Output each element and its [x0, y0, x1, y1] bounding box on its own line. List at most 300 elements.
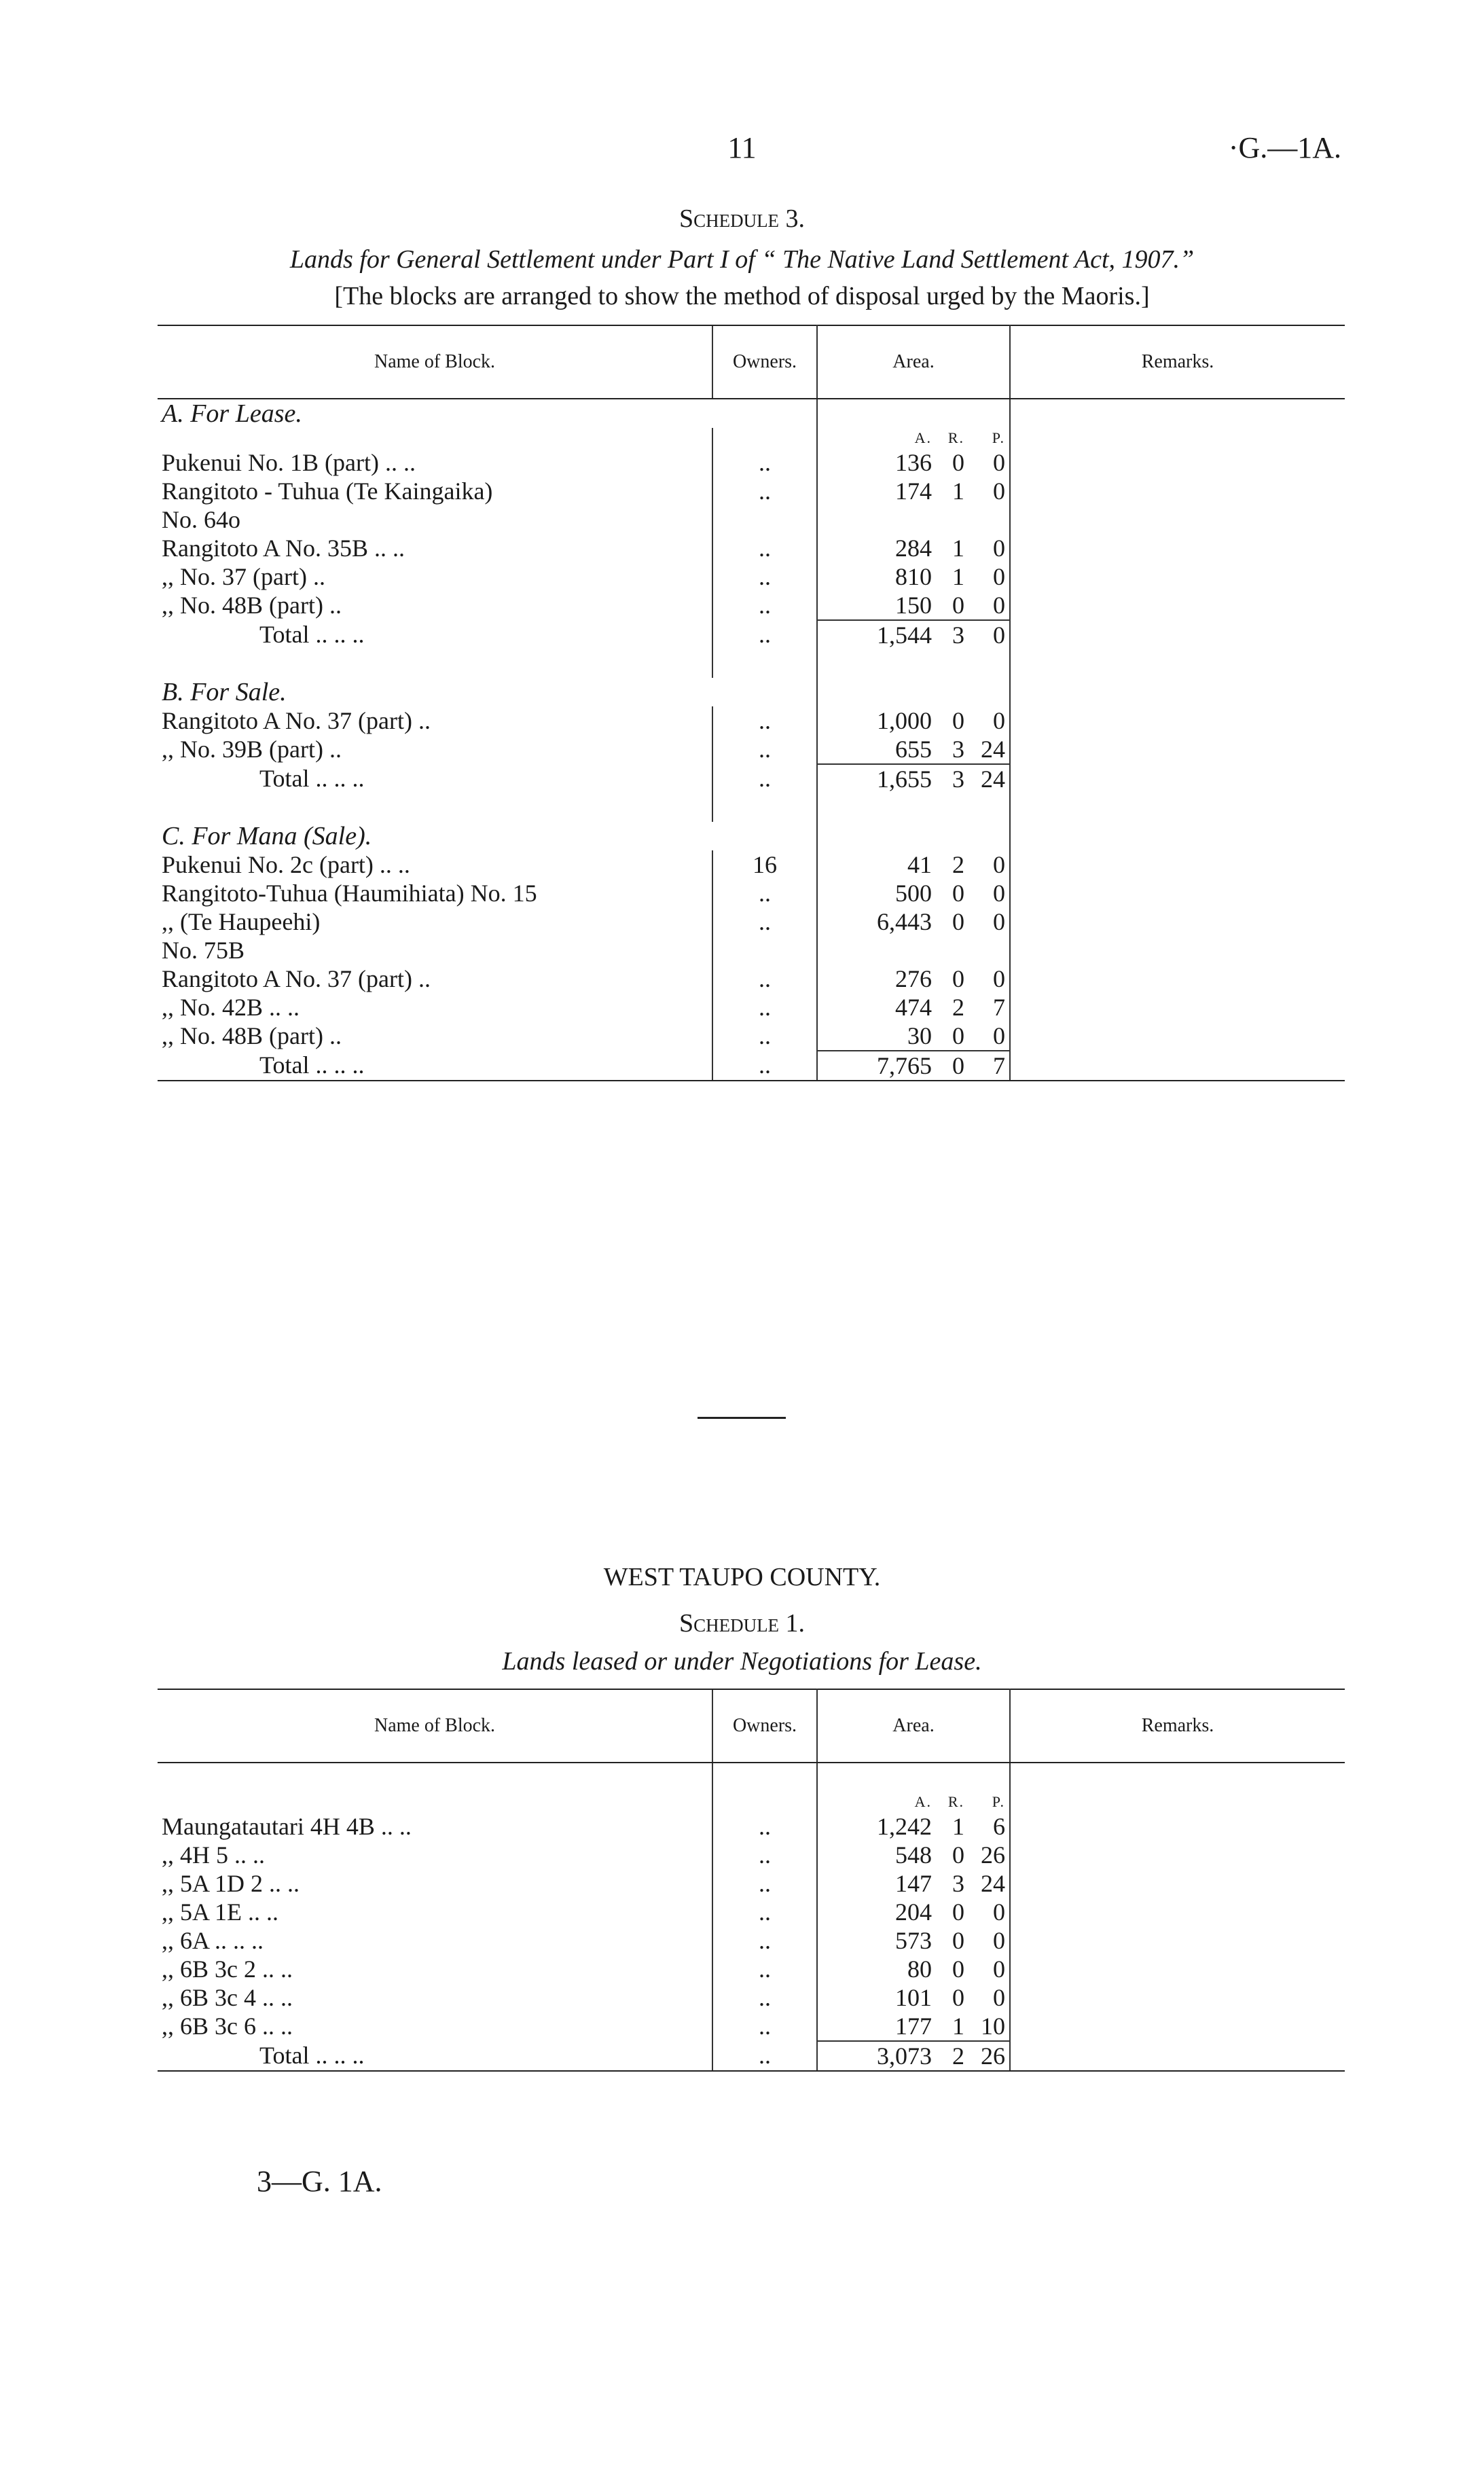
table-row	[158, 1841, 1345, 1869]
total-row	[158, 620, 1345, 649]
area-cell	[817, 477, 1010, 505]
remarks-cell	[1010, 1763, 1345, 1792]
area-acres: 548	[895, 1841, 932, 1869]
owners-cell: ..	[712, 1051, 817, 1081]
area-cell	[817, 1763, 1010, 1792]
area-cell	[817, 562, 1010, 591]
col-area-header: Area.	[817, 325, 1010, 399]
owners-cell: ..	[712, 993, 817, 1022]
block-name: No. 75B	[162, 937, 245, 964]
area-acres: 30	[907, 1022, 932, 1049]
area-perches: 7	[993, 1052, 1005, 1079]
area-value	[822, 2042, 1005, 2070]
county-title: WEST TAUPO COUNTY.	[603, 1563, 881, 1591]
area-roods: 1	[952, 477, 964, 505]
area-roods: 2	[952, 2042, 964, 2070]
block-name: No. 64o	[162, 506, 240, 533]
area-perches: 24	[981, 736, 1005, 763]
area-cell	[817, 993, 1010, 1022]
area-cell	[817, 649, 1010, 678]
table-row	[158, 1955, 1345, 1983]
area-value	[822, 964, 1005, 993]
owners-cell: ..	[712, 1926, 817, 1955]
owners-cell: 16	[712, 850, 817, 879]
block-name: Rangitoto A No. 37 (part) ..	[162, 707, 431, 734]
area-roods: 1	[952, 1813, 964, 1840]
owners-cell	[712, 1792, 817, 1812]
area-roods: 0	[952, 880, 964, 907]
name-cell	[158, 1763, 712, 1792]
area-roods: 3	[952, 765, 964, 793]
area-cell	[817, 822, 1010, 850]
block-name: ,, No. 39B (part) ..	[162, 736, 342, 763]
schedule-3-table	[158, 325, 1345, 1081]
table-row	[158, 505, 1345, 534]
area-acres: 573	[895, 1927, 932, 1954]
total-row	[158, 1051, 1345, 1081]
remarks-cell	[1010, 936, 1345, 964]
table-header-row	[158, 1689, 1345, 1763]
area-perches: 0	[993, 563, 1005, 590]
remarks-cell	[1010, 428, 1345, 448]
remarks-cell	[1010, 562, 1345, 591]
area-value	[822, 477, 1005, 505]
name-cell	[158, 1792, 712, 1812]
area-perches: 0	[993, 1984, 1005, 2011]
remarks-cell	[1010, 620, 1345, 649]
area-value	[822, 1869, 1005, 1898]
area-perches: 0	[993, 880, 1005, 907]
area-perches: 10	[981, 2013, 1005, 2040]
total-area-cell	[817, 620, 1010, 649]
remarks-cell	[1010, 649, 1345, 678]
name-cell	[158, 793, 712, 822]
section-title-row	[158, 822, 1345, 850]
spacer-row	[158, 793, 1345, 822]
owners-cell: ..	[712, 1022, 817, 1051]
area-perches: P.	[992, 429, 1005, 446]
area-roods: R.	[947, 429, 964, 446]
remarks-cell	[1010, 822, 1345, 850]
area-acres: 655	[895, 736, 932, 763]
owners-cell	[712, 1763, 817, 1792]
block-name: Rangitoto-Tuhua (Haumihiata) No. 15	[162, 880, 537, 907]
spacer-row	[158, 1763, 1345, 1792]
area-roods: 0	[952, 1898, 964, 1926]
area-value	[822, 735, 1005, 763]
area-value	[822, 591, 1005, 619]
area-acres: 276	[895, 965, 932, 992]
area-cell	[817, 964, 1010, 993]
remarks-cell	[1010, 2012, 1345, 2041]
area-value	[822, 879, 1005, 907]
col-owners-header: Owners.	[712, 325, 817, 399]
area-acres: A.	[914, 1793, 932, 1810]
table-row	[158, 850, 1345, 879]
area-perches: 7	[993, 994, 1005, 1021]
col-name-header: Name of Block.	[158, 325, 712, 399]
total-area-cell	[817, 2041, 1010, 2071]
schedule-1-table	[158, 1689, 1345, 2072]
table-row	[158, 477, 1345, 505]
owners-cell: ..	[712, 1983, 817, 2012]
remarks-cell	[1010, 850, 1345, 879]
owners-cell	[712, 936, 817, 964]
area-value	[822, 850, 1005, 879]
area-roods: 0	[952, 908, 964, 935]
owners-cell: ..	[712, 1869, 817, 1898]
owners-cell	[712, 649, 817, 678]
remarks-cell	[1010, 477, 1345, 505]
block-name: ,, 6B 3c 4 .. ..	[162, 1984, 293, 2011]
table-row	[158, 1926, 1345, 1955]
total-row	[158, 764, 1345, 793]
remarks-cell	[1010, 993, 1345, 1022]
remarks-cell	[1010, 1869, 1345, 1898]
remarks-cell	[1010, 399, 1345, 428]
remarks-cell	[1010, 505, 1345, 534]
remarks-cell	[1010, 1022, 1345, 1051]
area-acres: 147	[895, 1870, 932, 1897]
area-cell	[817, 1869, 1010, 1898]
schedule-1-body	[158, 1763, 1345, 2071]
page-number: 11	[727, 131, 757, 164]
area-cell	[817, 505, 1010, 534]
area-perches: 24	[981, 1870, 1005, 1897]
area-cell	[817, 793, 1010, 822]
area-perches: 24	[981, 765, 1005, 793]
area-acres: 177	[895, 2013, 932, 2040]
area-roods: 2	[952, 994, 964, 1021]
owners-cell: ..	[712, 764, 817, 793]
total-label: Total .. .. ..	[259, 621, 365, 648]
area-roods: 2	[952, 851, 964, 878]
area-acres: 101	[895, 1984, 932, 2011]
area-roods: 0	[952, 1841, 964, 1869]
area-value	[822, 706, 1005, 735]
area-perches: 0	[993, 449, 1005, 476]
area-value	[822, 562, 1005, 591]
section-title: A. For Lease.	[158, 399, 817, 428]
area-acres: 810	[895, 563, 932, 590]
area-acres: A.	[914, 429, 932, 446]
table-row	[158, 1983, 1345, 2012]
total-area-cell	[817, 1051, 1010, 1081]
owners-cell: ..	[712, 1812, 817, 1841]
area-perches: 26	[981, 1841, 1005, 1869]
owners-cell: ..	[712, 2012, 817, 2041]
name-cell	[158, 649, 712, 678]
area-acres: 41	[907, 851, 932, 878]
spacer-row	[158, 649, 1345, 678]
area-value	[822, 1792, 1005, 1812]
area-value	[822, 1955, 1005, 1983]
block-name: Rangitoto - Tuhua (Te Kaingaika)	[162, 477, 493, 505]
remarks-cell	[1010, 1792, 1345, 1812]
owners-cell: ..	[712, 1898, 817, 1926]
area-value	[822, 534, 1005, 562]
document-reference: ·G.—1A.	[1228, 131, 1341, 164]
block-name: ,, No. 48B (part) ..	[162, 592, 342, 619]
total-area-cell	[817, 764, 1010, 793]
area-value	[822, 448, 1005, 477]
schedule-3-note: [The blocks are arranged to show the method of disposal urged by the Maoris.]	[334, 282, 1150, 310]
total-label: Total .. .. ..	[259, 765, 365, 792]
table-row	[158, 448, 1345, 477]
block-name: ,, No. 37 (part) ..	[162, 563, 325, 590]
area-acres: 80	[907, 1955, 932, 1983]
block-name: ,, 6A .. .. ..	[162, 1927, 264, 1954]
section-title-row	[158, 678, 1345, 706]
owners-cell: ..	[712, 907, 817, 936]
area-acres: 136	[895, 449, 932, 476]
remarks-cell	[1010, 591, 1345, 620]
area-acres: 1,544	[877, 621, 932, 649]
area-value	[822, 1051, 1005, 1080]
block-name: ,, 5A 1D 2 .. ..	[162, 1870, 300, 1897]
area-acres: 284	[895, 535, 932, 562]
block-name: ,, No. 42B .. ..	[162, 994, 300, 1021]
block-name: Rangitoto A No. 35B .. ..	[162, 535, 405, 562]
remarks-cell	[1010, 678, 1345, 706]
block-name: Rangitoto A No. 37 (part) ..	[162, 965, 431, 992]
area-cell	[817, 1898, 1010, 1926]
schedule-1-subtitle: Lands leased or under Negotiations for Lease.	[502, 1647, 982, 1676]
table-row	[158, 993, 1345, 1022]
total-label: Total .. .. ..	[158, 1051, 712, 1081]
area-acres: 204	[895, 1898, 932, 1926]
remarks-cell	[1010, 735, 1345, 764]
area-perches: 0	[993, 1898, 1005, 1926]
owners-cell: ..	[712, 620, 817, 649]
section-title: C. For Mana (Sale).	[158, 822, 817, 850]
area-acres: 1,655	[877, 765, 932, 793]
col-owners-header: Owners.	[712, 1689, 817, 1763]
total-row	[158, 2041, 1345, 2071]
area-value	[822, 765, 1005, 793]
remarks-cell	[1010, 1051, 1345, 1081]
owners-cell: ..	[712, 448, 817, 477]
area-value	[822, 907, 1005, 936]
area-units-cell	[817, 1792, 1010, 1812]
remarks-cell	[1010, 907, 1345, 936]
table-row	[158, 1898, 1345, 1926]
remarks-cell	[1010, 1898, 1345, 1926]
area-cell	[817, 907, 1010, 936]
area-cell	[817, 2012, 1010, 2041]
area-roods: 0	[952, 1052, 964, 1079]
table-row	[158, 936, 1345, 964]
area-cell	[817, 1955, 1010, 1983]
area-value	[822, 2012, 1005, 2040]
table-row	[158, 1812, 1345, 1841]
col-area-header: Area.	[817, 1689, 1010, 1763]
remarks-cell	[1010, 1841, 1345, 1869]
area-cell	[817, 1983, 1010, 2012]
section-divider	[698, 1417, 786, 1419]
block-name: ,, No. 48B (part) ..	[162, 1022, 342, 1049]
col-remarks-header: Remarks.	[1010, 1689, 1345, 1763]
area-value	[822, 1926, 1005, 1955]
area-acres: 7,765	[877, 1052, 932, 1079]
area-value	[822, 1812, 1005, 1841]
block-name: ,, (Te Haupeehi)	[162, 908, 321, 935]
area-perches: 0	[993, 851, 1005, 878]
remarks-cell	[1010, 1983, 1345, 2012]
owners-cell: ..	[712, 477, 817, 505]
table-row	[158, 706, 1345, 735]
area-roods: 3	[952, 736, 964, 763]
area-roods: 0	[952, 965, 964, 992]
area-acres: 474	[895, 994, 932, 1021]
area-roods: 1	[952, 563, 964, 590]
area-perches: 0	[993, 477, 1005, 505]
table-row	[158, 879, 1345, 907]
table-row	[158, 534, 1345, 562]
block-name: Pukenui No. 2c (part) .. ..	[162, 851, 410, 878]
schedule-3-subtitle: Lands for General Settlement under Part I of “ The Native Land Settlement Act, 1907.”	[289, 245, 1195, 274]
owners-cell: ..	[712, 534, 817, 562]
name-cell	[158, 428, 712, 448]
remarks-cell	[1010, 1812, 1345, 1841]
owners-cell: ..	[712, 1841, 817, 1869]
area-cell	[817, 1812, 1010, 1841]
area-cell	[817, 534, 1010, 562]
table-row	[158, 562, 1345, 591]
area-units-row	[158, 428, 1345, 448]
block-name: Pukenui No. 1B (part) .. ..	[162, 449, 416, 476]
remarks-cell	[1010, 2041, 1345, 2071]
footer-reference: 3—G. 1A.	[257, 2165, 382, 2198]
remarks-cell	[1010, 764, 1345, 793]
area-cell	[817, 399, 1010, 428]
area-value	[822, 621, 1005, 649]
area-cell	[817, 706, 1010, 735]
area-cell	[817, 591, 1010, 620]
area-cell	[817, 1022, 1010, 1051]
area-roods: 0	[952, 707, 964, 734]
block-name: ,, 5A 1E .. ..	[162, 1898, 279, 1926]
area-perches: 0	[993, 1022, 1005, 1049]
block-name: Maungatautari 4H 4B .. ..	[162, 1813, 412, 1840]
area-perches: 0	[993, 1955, 1005, 1983]
table-row	[158, 1022, 1345, 1051]
schedule-3-title: Schedule 3.	[678, 204, 806, 233]
owners-cell: ..	[712, 2041, 817, 2071]
area-cell	[817, 850, 1010, 879]
area-acres: 6,443	[877, 908, 932, 935]
area-roods: R.	[947, 1793, 964, 1810]
col-remarks-header: Remarks.	[1010, 325, 1345, 399]
area-roods: 3	[952, 1870, 964, 1897]
owners-cell: ..	[712, 591, 817, 620]
table-row	[158, 735, 1345, 764]
area-roods: 0	[952, 1022, 964, 1049]
area-cell	[817, 735, 1010, 764]
owners-cell: ..	[712, 562, 817, 591]
area-roods: 0	[952, 449, 964, 476]
owners-cell	[712, 793, 817, 822]
area-roods: 1	[952, 2013, 964, 2040]
area-acres: 1,242	[877, 1813, 932, 1840]
block-name: ,, 4H 5 .. ..	[162, 1841, 265, 1869]
table-row	[158, 1869, 1345, 1898]
area-value	[822, 1983, 1005, 2012]
area-perches: P.	[992, 1793, 1005, 1810]
remarks-cell	[1010, 706, 1345, 735]
area-cell	[817, 678, 1010, 706]
area-roods: 0	[952, 1984, 964, 2011]
block-name: ,, 6B 3c 2 .. ..	[162, 1955, 293, 1983]
block-name: ,, 6B 3c 6 .. ..	[162, 2013, 293, 2040]
owners-cell: ..	[712, 735, 817, 764]
remarks-cell	[1010, 793, 1345, 822]
area-perches: 0	[993, 707, 1005, 734]
area-perches: 0	[993, 908, 1005, 935]
remarks-cell	[1010, 534, 1345, 562]
area-acres: 150	[895, 592, 932, 619]
table-row	[158, 907, 1345, 936]
area-cell	[817, 879, 1010, 907]
area-cell	[817, 1926, 1010, 1955]
col-name-header: Name of Block.	[158, 1689, 712, 1763]
remarks-cell	[1010, 1955, 1345, 1983]
area-cell	[817, 1841, 1010, 1869]
remarks-cell	[1010, 1926, 1345, 1955]
owners-cell	[712, 505, 817, 534]
area-perches: 0	[993, 592, 1005, 619]
area-acres: 3,073	[877, 2042, 932, 2070]
area-perches: 0	[993, 965, 1005, 992]
schedule-3-body	[158, 399, 1345, 1081]
total-label: Total .. .. ..	[158, 2041, 712, 2071]
area-cell	[817, 936, 1010, 964]
table-header-row	[158, 325, 1345, 399]
table-row	[158, 591, 1345, 620]
area-perches: 0	[993, 535, 1005, 562]
area-perches: 26	[981, 2042, 1005, 2070]
remarks-cell	[1010, 448, 1345, 477]
owners-cell: ..	[712, 879, 817, 907]
section-title-row	[158, 399, 1345, 428]
owners-cell: ..	[712, 964, 817, 993]
owners-cell	[712, 428, 817, 448]
area-perches: 0	[993, 621, 1005, 649]
table-row	[158, 964, 1345, 993]
area-units-cell	[817, 428, 1010, 448]
remarks-cell	[1010, 879, 1345, 907]
area-roods: 1	[952, 535, 964, 562]
area-roods: 0	[952, 1955, 964, 1983]
area-roods: 0	[952, 592, 964, 619]
area-value	[822, 1022, 1005, 1050]
area-roods: 0	[952, 1927, 964, 1954]
area-value	[822, 1898, 1005, 1926]
schedule-1-title: Schedule 1.	[678, 1609, 806, 1638]
area-value	[822, 428, 1005, 448]
area-value	[822, 1841, 1005, 1869]
area-perches: 0	[993, 1927, 1005, 1954]
table-row	[158, 2012, 1345, 2041]
area-cell	[817, 448, 1010, 477]
area-perches: 6	[993, 1813, 1005, 1840]
area-units-row	[158, 1792, 1345, 1812]
section-title: B. For Sale.	[158, 678, 817, 706]
remarks-cell	[1010, 964, 1345, 993]
area-acres: 1,000	[877, 707, 932, 734]
area-value	[822, 993, 1005, 1022]
owners-cell: ..	[712, 706, 817, 735]
